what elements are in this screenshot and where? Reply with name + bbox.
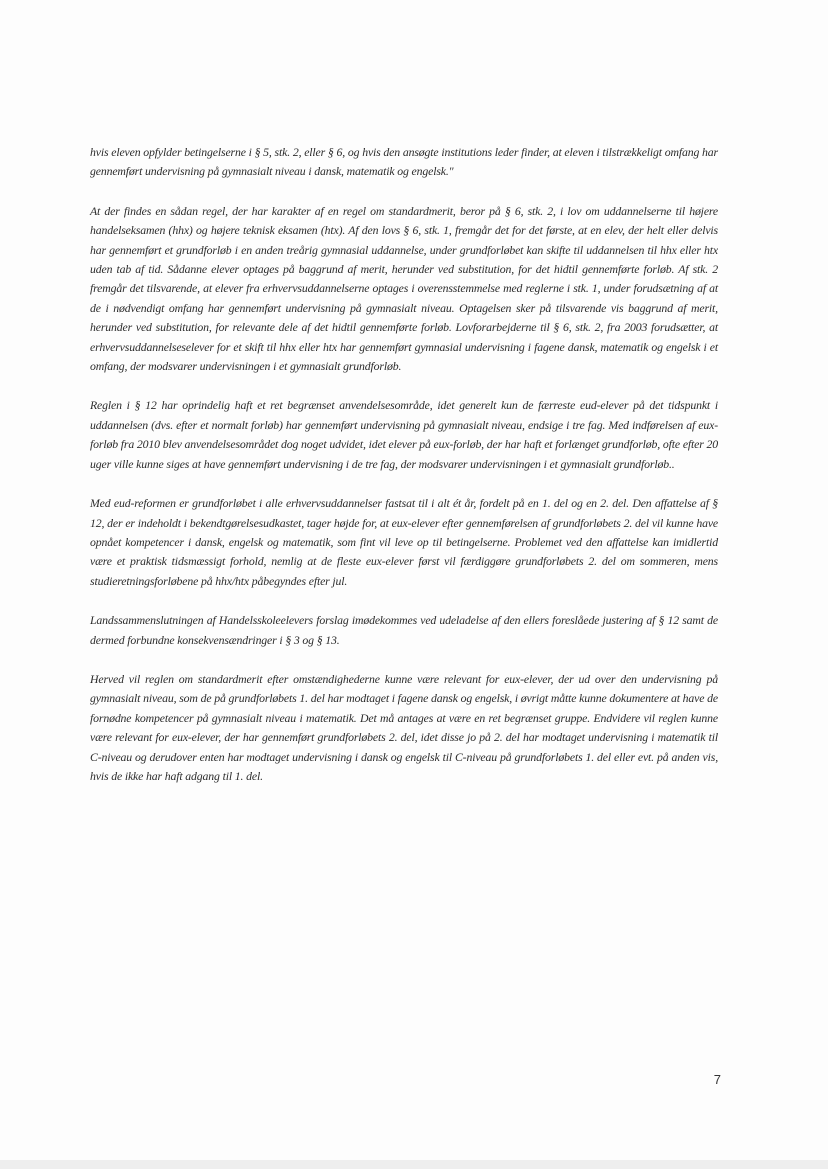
paragraph: Reglen i § 12 har oprindelig haft et ret begrænset anvendelsesområde, idet generelt kun de færreste eud-elever på det tidspunkt i uddannelsen (dvs. efter et normalt forløb) har gennemført undervisning på gymnasialt niveau, endsige i tre fag. Med indførelsen af eux-forløb fra 2010 blev anvendelsesområdet dog noget udvidet, idet elever på eux-forløb, der har haft et forlænget grundforløb, ofte efter 20 uger ville kunne siges at have gennemført undervisning i de tre fag, der modsvarer undervisningen i et gymnasialt grundforløb.. xyxy=(90,398,718,471)
page-bottom-edge xyxy=(0,1160,828,1169)
paragraph: hvis eleven opfylder betingelserne i § 5, stk. 2, eller § 6, og hvis den ansøgte institutions leder finder, at eleven i tilstrækkeligt omfang har gennemført undervisning på gymnasialt niveau i dansk, matematik og engelsk." xyxy=(90,145,718,179)
page-number: 7 xyxy=(713,1072,721,1087)
paragraph: Landssammenslutningen af Handelsskoleelevers forslag imødekommes ved udeladelse af den ellers foreslåede justering af § 12 samt de dermed forbundne konsekvensændringer i § 3 og § 13. xyxy=(90,613,718,647)
paragraph: Med eud-reformen er grundforløbet i alle erhvervsuddannelser fastsat til i alt ét år, fordelt på en 1. del og en 2. del. Den affattelse af § 12, der er indeholdt i bekendtgørelsesudkastet, tager højde for, at eux-elever efter gennemførelsen af grundforløbets 2. del vil kunne have opnået kompetencer i dansk, engelsk og matematik, som fint vil leve op til betingelserne. Problemet ved den affattelse kan imidlertid være et praktisk tidsmæssigt forhold, nemlig at de fleste eux-elever først vil færdiggøre grundforløbets 2. del om sommeren, mens studieretningsforløbene på hhx/htx påbegyndes efter jul. xyxy=(90,496,718,588)
paragraph: At der findes en sådan regel, der har karakter af en regel om standardmerit, beror på § 6, stk. 2, i lov om uddannelserne til højere handelseksamen (hhx) og højere teknisk eksamen (htx). Af den lovs § 6, stk. 1, fremgår det for det første, at en elev, der helt eller delvis har gennemført et grundforløb i en anden treårig gymnasial uddannelse, under grundforløbet kan skifte til uddannelsen til hhx eller htx uden tab af tid. Sådanne elever optages på baggrund af merit, herunder ved substitution, for det hidtil gennemførte forløb. Af stk. 2 fremgår det tilsvarende, at elever fra erhvervsuddannelserne optages i overensstemmelse med reglerne i stk. 1, under forudsætning af at de i nødvendigt omfang har gennemført undervisning på gymnasialt niveau. Optagelsen sker på tilsvarende vis baggrund af merit, herunder ved substitution, for relevante dele af det hidtil gennemførte forløb. Lovforarbejderne til § 6, stk. 2, fra 2003 forudsætter, at erhvervsuddannelseselever for et skift til hhx eller htx har gennemført gymnasial undervisning i fagene dansk, matematik og engelsk i et omfang, der modsvarer undervisningen i et gymnasialt grundforløb. xyxy=(90,203,718,374)
document-body xyxy=(90,143,718,806)
paragraph: Herved vil reglen om standardmerit efter omstændighederne kunne være relevant for eux-elever, der ud over den undervisning på gymnasialt niveau, som de på grundforløbets 1. del har modtaget i fagene dansk og engelsk, i øvrigt måtte kunne dokumentere at have de fornødne kompetencer på gymnasialt niveau i matematik. Det må antages at være en ret begrænset gruppe. Endvidere vil reglen kunne være relevant for eux-elever, der har gennemført grundforløbets 2. del, idet disse jo på 2. del har modtaget undervisning i matematik til C-niveau og derudover enten har modtaget undervisning i dansk og engelsk til C-niveau på grundforløbets 1. del eller evt. på anden vis, hvis de ikke har haft adgang til 1. del. xyxy=(90,671,718,783)
